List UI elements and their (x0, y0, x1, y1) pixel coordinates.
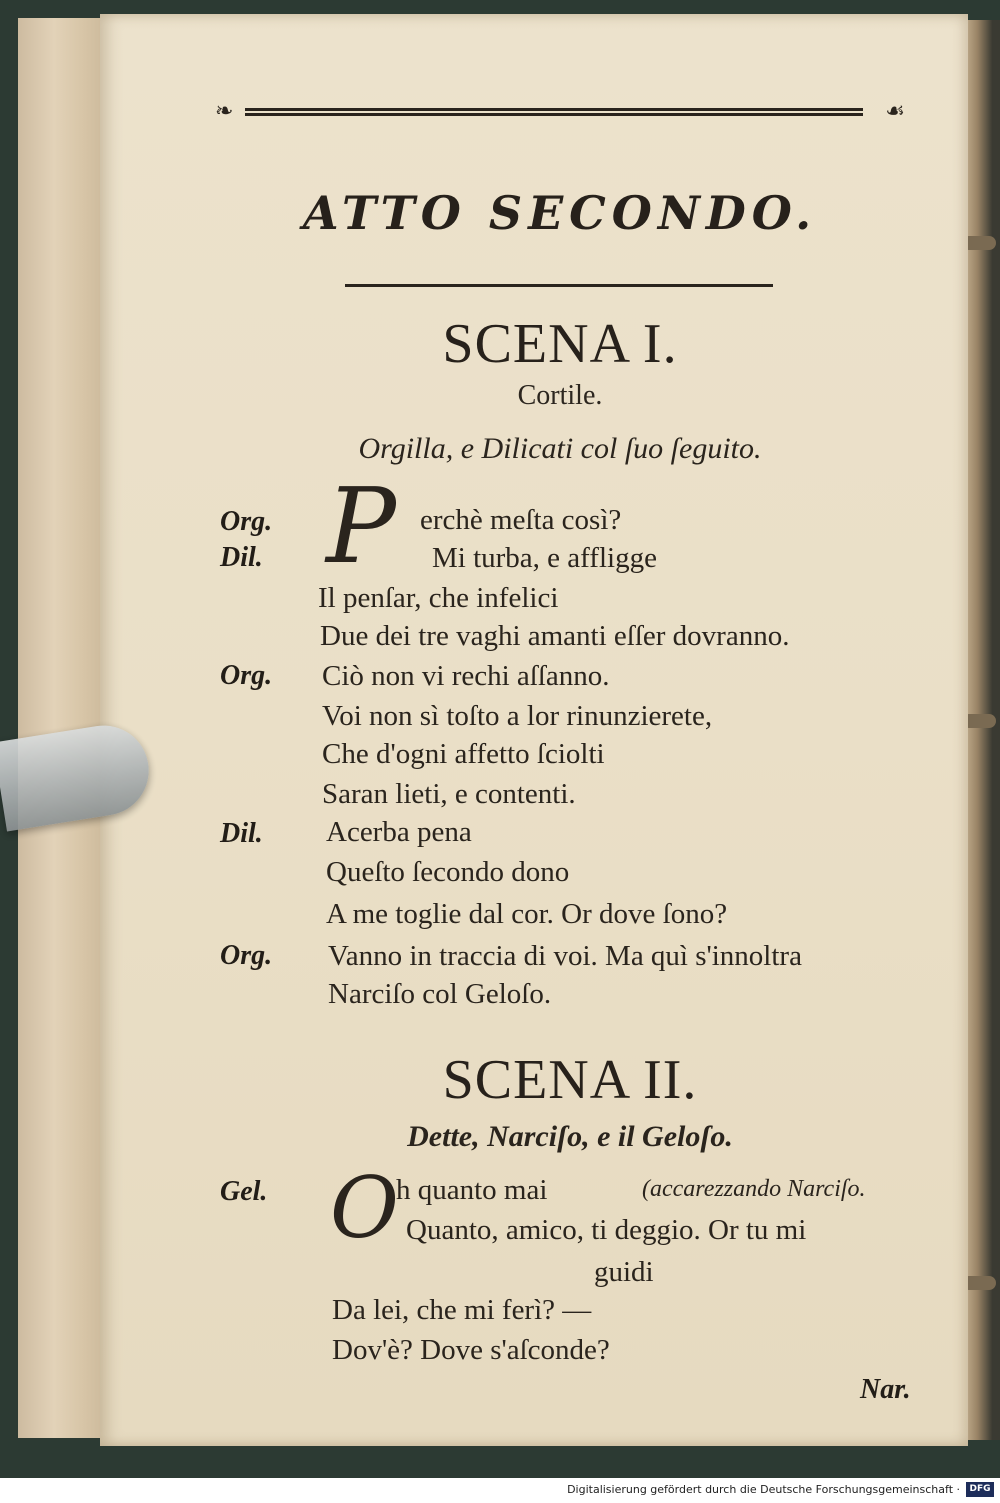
fleuron-left-icon: ❧ (215, 99, 234, 124)
verse-line: Saran lieti, e contenti. (322, 778, 576, 810)
verse-line: Quanto, amico, ti deggio. Or tu mi (406, 1214, 807, 1246)
fleuron-right-icon: ☙ (885, 99, 905, 124)
ornamental-rule (215, 100, 905, 126)
verse-line: Dov'è? Dove s'aſconde? (332, 1334, 610, 1366)
speaker-label: Org. (220, 660, 273, 691)
drop-cap-p: P (326, 465, 396, 587)
speaker-label: Org. (220, 940, 273, 971)
scene-1-location: Cortile. (517, 380, 603, 411)
scene-1-title: SCENA I. (442, 313, 678, 375)
verse-line: A me toglie dal cor. Or dove ſono? (326, 898, 728, 930)
footer-bar (0, 1478, 1000, 1503)
speaker-label: Dil. (220, 542, 263, 573)
double-rule (245, 108, 863, 116)
speaker-label: Gel. (220, 1176, 268, 1207)
drop-cap-o: O (330, 1159, 399, 1257)
act-title-rule (345, 284, 773, 287)
verse-line: Voi non sì toſto a lor rinunzierete, (322, 700, 713, 732)
verse-line: Ciò non vi rechi aſſanno. (322, 660, 610, 692)
verse-line: Che d'ogni affetto ſciolti (322, 738, 605, 770)
act-title: ATTO SECONDO. (302, 186, 818, 240)
verse-line: h quanto mai (396, 1174, 548, 1206)
verse-line: Acerba pena (326, 816, 472, 848)
stage-direction: (accarezzando Narciſo. (642, 1176, 866, 1202)
scene-1-cast: Orgilla, e Dilicati col ſuo ſeguito. (358, 432, 762, 465)
verse-line: Mi turba, e affligge (432, 542, 657, 574)
speaker-label: Dil. (220, 818, 263, 849)
dfg-logo: DFG (966, 1482, 994, 1497)
verse-line: Queſto ſecondo dono (326, 856, 570, 888)
funding-credit: Digitalisierung gefördert durch die Deutsche Forschungsgemeinschaft · (567, 1483, 960, 1496)
verse-line: Narciſo col Geloſo. (328, 978, 552, 1010)
verse-line: erchè meſta così? (420, 504, 622, 536)
verse-line: guidi (594, 1256, 654, 1288)
scene-2-cast: Dette, Narciſo, e il Geloſo. (407, 1120, 733, 1153)
catchword: Nar. (860, 1374, 911, 1405)
verse-line: Il penſar, che infelici (318, 582, 559, 614)
verse-line: Due dei tre vaghi amanti eſſer dovranno. (320, 620, 790, 652)
verse-line: Da lei, che mi ferì? — (332, 1294, 592, 1326)
speaker-label: Org. (220, 506, 273, 537)
scene-2-title: SCENA II. (442, 1049, 698, 1111)
verse-line: Vanno in traccia di voi. Ma quì s'innoltra (328, 940, 802, 972)
